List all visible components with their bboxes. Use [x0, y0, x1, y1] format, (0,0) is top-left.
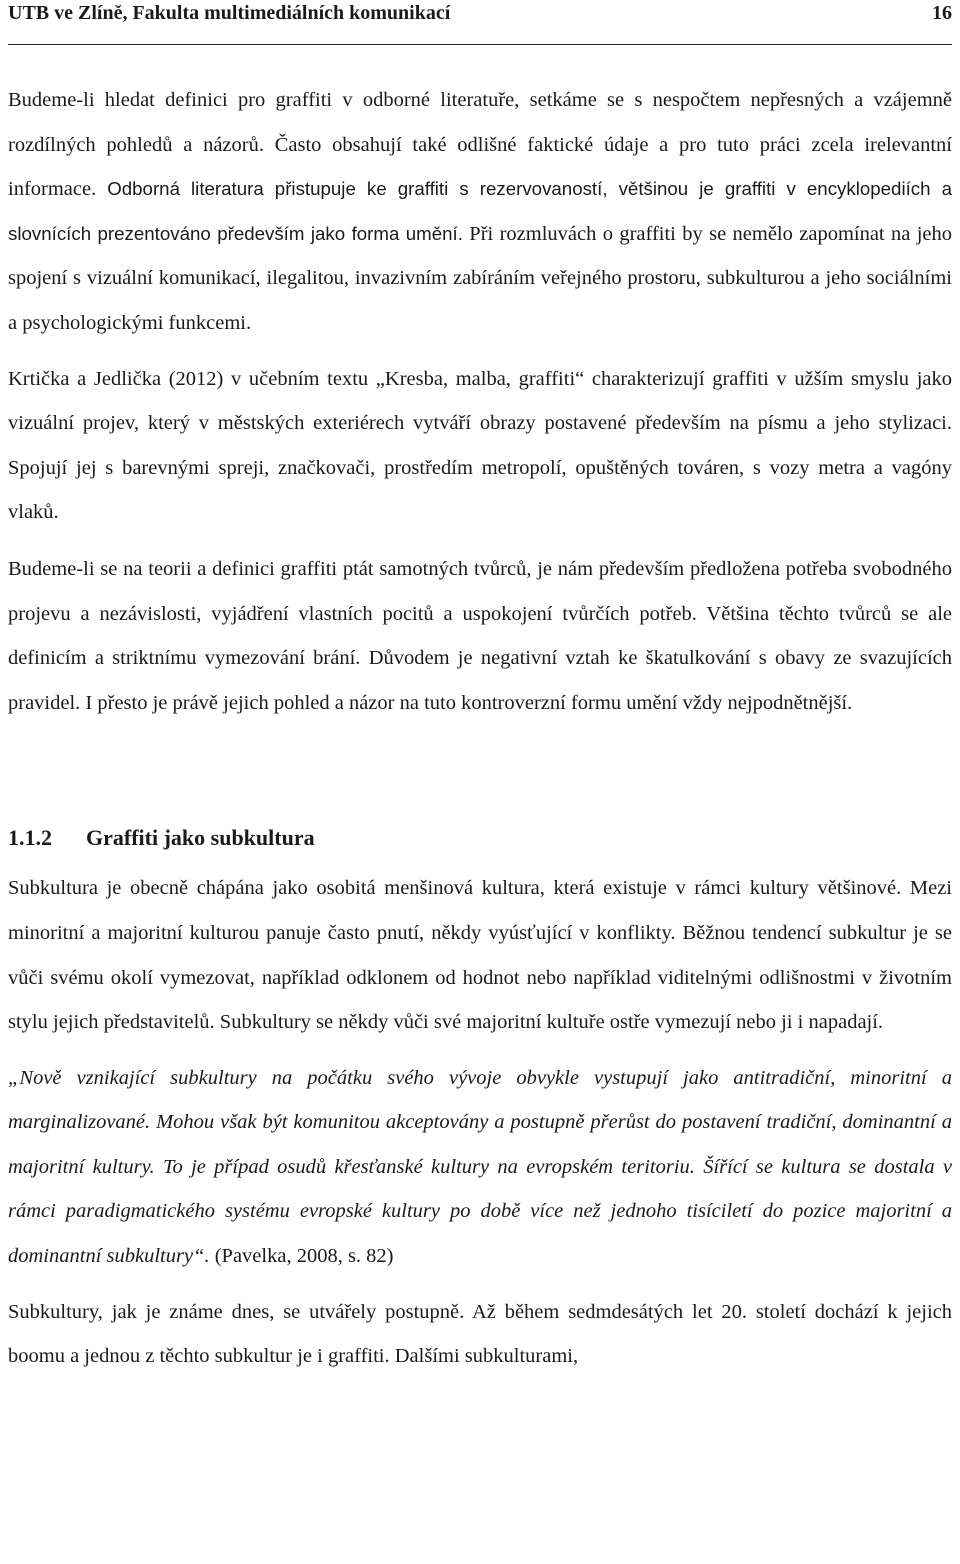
paragraph-text: Při rozmluvách o graffiti by se nemělo zapomínat na jeho spojení s vizuální komunikací, ilegalitou, invazivním zabíráním veřejného prostoru, subkulturou a jeho sociálními a psychologickými funkcemi. — [8, 222, 952, 334]
paragraph-krticka-jedlicka: Krtička a Jedlička (2012) v učebním textu „Kresba, malba, graffiti“ charakterizují graffiti v užším smyslu jako vizuální projev, který v městských exteriérech vytváří obrazy postavené především na písmu a jeho stylizaci. Spojují jej s barevnými spreji, značkovači, prostředím metropolí, opuštěných továren, s vozy metra a vagóny vlaků. — [8, 367, 952, 524]
paragraph-subculture-definition: Subkultura je obecně chápána jako osobitá menšinová kultura, která existuje v rámci kultury většinové. Mezi minoritní a majoritní kulturou panuje často pnutí, někdy vyúsťující v konflikty. Běžnou tendencí subkultur je se vůči svému okolí vymezovat, například odklonem od hodnot nebo například viditelnými odlišnostmi v životním stylu jejich představitelů. Subkultury se někdy vůči své majoritní kultuře ostře vymezují nebo ji i napadají. — [8, 877, 952, 1034]
section-heading — [8, 823, 952, 853]
paragraph-subculture-history: Subkultury, jak je známe dnes, se utvářely postupně. Až během sedmdesátých let 20. století dochází k jejich boomu a jednou z těchto subkultur je i graffiti. Dalšími subkulturami, — [8, 1300, 952, 1368]
paragraph-text-sans: Odborná literatura přistupuje ke graffiti s rezervovaností, většinou je graffiti v encyklopediích a slovnících prezentováno především jako forma umění. — [8, 178, 952, 244]
section-title: Graffiti jako subkultura — [86, 825, 315, 851]
header-title: UTB ve Zlíně, Fakulta multimediálních komunikací — [8, 2, 451, 24]
quote-citation: (Pavelka, 2008, s. 82) — [209, 1245, 394, 1268]
block-quote — [8, 1056, 952, 1279]
page-header — [8, 0, 952, 45]
paragraph-creators-view: Budeme-li se na teorii a definici graffiti ptát samotných tvůrců, je nám především předložena potřeba svobodného projevu a nezávislosti, vyjádření vlastních pocitů a uspokojení tvůrčích potřeb. Většina těchto tvůrců se ale definicím a striktnímu vymezování brání. Důvodem je negativní vztah ke škatulkování s obavy ze svazujících pravidel. I přesto je právě jejich pohled a názor na tuto kontroverzní formu umění vždy nejpodnětnější. — [8, 557, 952, 714]
page-number: 16 — [932, 2, 952, 24]
quote-text: „Nově vznikající subkultury na počátku svého vývoje obvykle vystupují jako antitradiční, minoritní a marginalizované. Mohou však být komunitou akceptovány a postupně přerůst do postavení tradiční, dominantní a majoritní kultury. To je případ osudů křesťanské kultury na evropském teritoriu. Šířící se kultura se dostala v rámci paradigmatického systému evropské kultury po době více než jednoho tisíciletí do pozice majoritní a dominantní subkultury“. — [8, 1066, 952, 1268]
paragraph-text: Budeme-li hledat definici pro graffiti v odborné literatuře, setkáme se s nespočtem nepřesných a vzájemně rozdílných pohledů a názorů. Často obsahují také odlišné faktické údaje a pro tuto práci zcela irelevantní informace. — [8, 89, 952, 201]
section-number: 1.1.2 — [8, 825, 52, 851]
page-body — [8, 78, 952, 1379]
paragraph-graffiti-definitions — [8, 78, 952, 346]
